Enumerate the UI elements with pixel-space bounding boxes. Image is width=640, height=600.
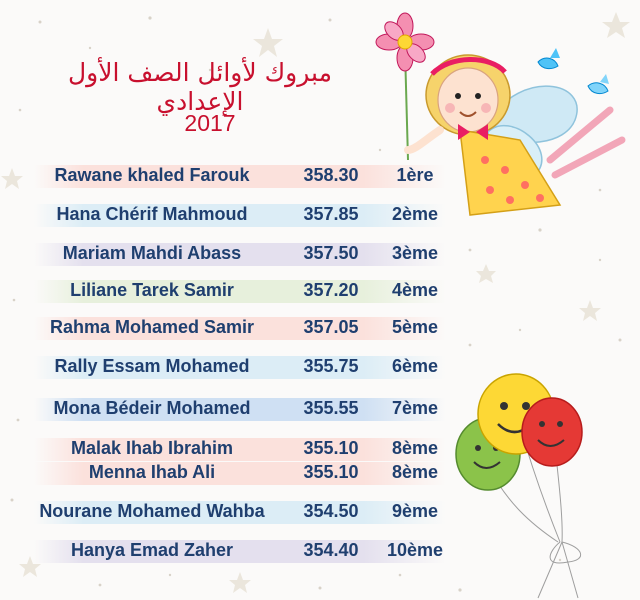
flower-icon — [376, 13, 434, 71]
page-title: مبروك لأوائل الصف الأول الإعدادي — [68, 58, 332, 116]
result-row-3 — [34, 243, 446, 266]
student-rank: 4ème — [391, 280, 439, 300]
student-score: 355.10 — [303, 438, 359, 458]
result-row-4 — [34, 280, 446, 303]
student-rank: 3ème — [391, 243, 439, 263]
student-name: Nourane Mohamed Wahba — [39, 501, 265, 521]
student-name: Liliane Tarek Samir — [70, 280, 234, 300]
student-name: Rawane khaled Farouk — [54, 165, 250, 185]
student-name: Hana Chérif Mahmoud — [56, 204, 248, 224]
student-score: 355.55 — [303, 398, 359, 418]
result-row-9 — [34, 501, 446, 524]
student-rank: 6ème — [391, 356, 439, 376]
student-rank: 5ème — [391, 317, 439, 337]
student-score: 357.20 — [303, 280, 359, 300]
student-rank: 8ème — [391, 438, 439, 458]
student-rank: 9ème — [391, 501, 439, 521]
bird-icon — [588, 74, 609, 94]
student-rank: 2ème — [391, 204, 439, 224]
student-rank: 8ème — [391, 462, 439, 482]
result-row-6 — [34, 356, 446, 379]
student-name: Mariam Mahdi Abass — [62, 243, 242, 263]
student-name: Hanya Emad Zaher — [70, 540, 234, 560]
bird-icon — [538, 48, 560, 69]
student-rank: 10ème — [386, 540, 444, 560]
student-name: Menna Ihab Ali — [88, 462, 216, 482]
balloons-illustration — [448, 372, 640, 600]
student-score: 358.30 — [303, 165, 359, 185]
result-row-5 — [34, 317, 446, 340]
student-rank: 1ère — [396, 165, 434, 185]
result-row-8b — [34, 462, 446, 485]
result-row-7 — [34, 398, 446, 421]
student-score: 355.75 — [303, 356, 359, 376]
result-row-8a — [34, 438, 446, 461]
student-score: 357.05 — [303, 317, 359, 337]
student-score: 355.10 — [303, 462, 359, 482]
student-name: Rally Essam Mohamed — [54, 356, 250, 376]
student-score: 357.85 — [303, 204, 359, 224]
fairy-girl-illustration — [360, 0, 640, 230]
student-name: Mona Bédeir Mohamed — [53, 398, 251, 418]
red-balloon-icon — [522, 398, 582, 466]
result-row-10 — [34, 540, 446, 563]
year-label: 2017 — [184, 110, 236, 136]
student-name: Malak Ihab Ibrahim — [70, 438, 234, 458]
student-rank: 7ème — [391, 398, 439, 418]
student-score: 357.50 — [303, 243, 359, 263]
student-score: 354.50 — [303, 501, 359, 521]
student-name: Rahma Mohamed Samir — [49, 317, 255, 337]
student-score: 354.40 — [303, 540, 359, 560]
